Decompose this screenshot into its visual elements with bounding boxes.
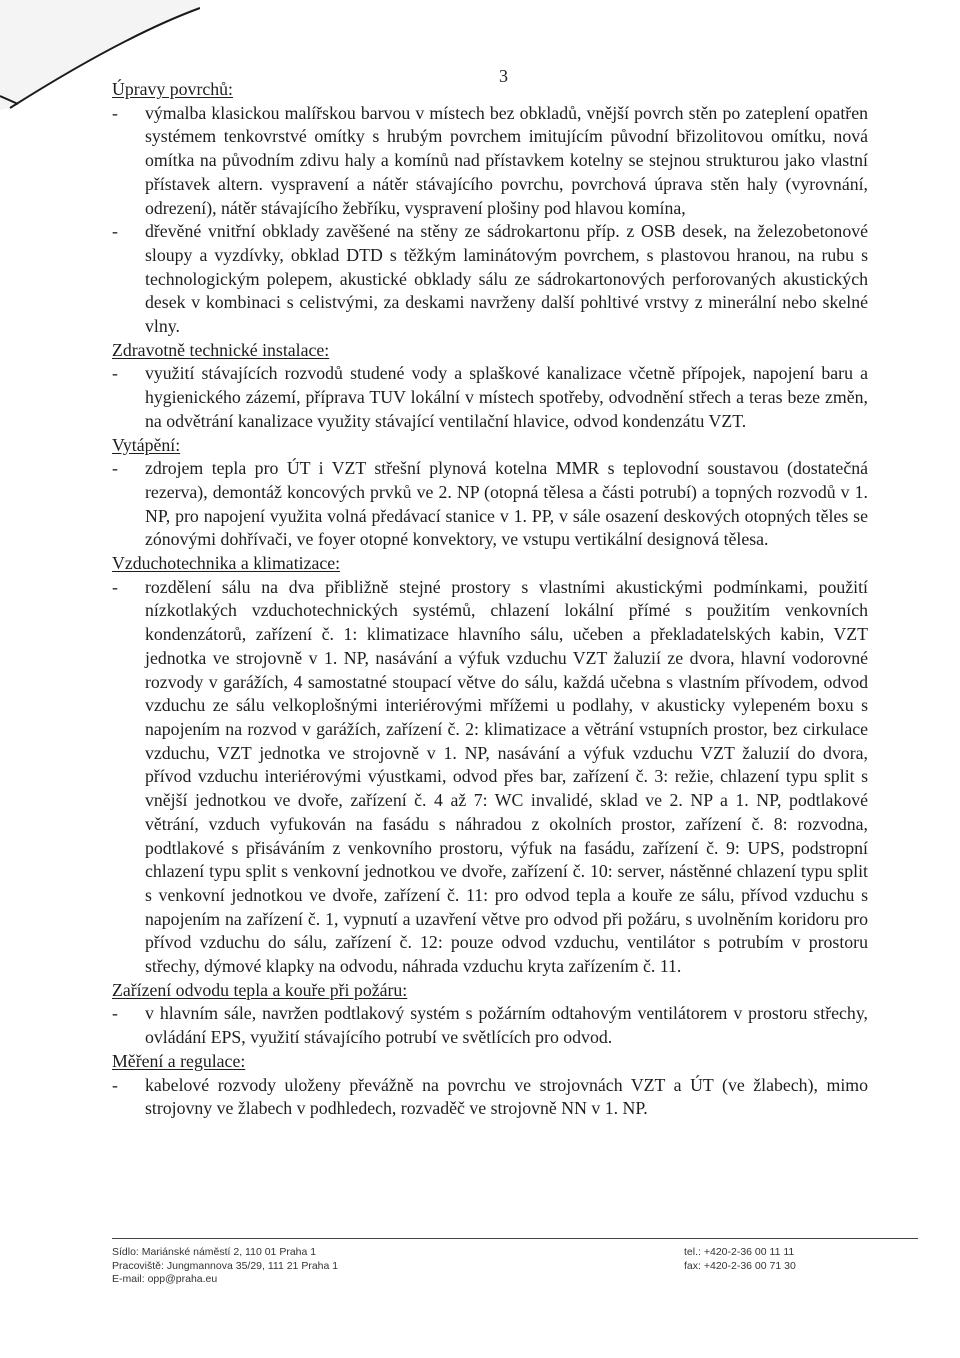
footer-contact <box>684 1246 796 1273</box>
dash-bullet: - <box>112 576 118 597</box>
section-heading: Zařízení odvodu tepla a kouře při požáru: <box>112 979 408 1000</box>
footer-seat: Sídlo: Mariánské náměstí 2, 110 01 Praha 1 <box>112 1246 317 1258</box>
dash-bullet: - <box>112 1003 118 1024</box>
list-item <box>112 457 868 552</box>
dash-bullet: - <box>112 102 118 123</box>
section-mereni-regulace <box>112 1050 868 1121</box>
list-item <box>112 1074 868 1121</box>
list-item-text: zdrojem tepla pro ÚT i VZT střešní plynová kotelna MMR s teplovodní soustavou (dostatečná rezerva), demontáž koncových prvků ve 2. NP (otopná tělesa a části potrubí) a topných rozvodů v 1. NP, pro napojení využita volná předávací stanice v 1. PP, v sále osazení deskových otopných těles se zónovými dohřívači, ve foyer otopné konvektory, ve vstupu vertikální designová tělesa. <box>145 458 868 550</box>
list-item-text: kabelové rozvody uloženy převážně na povrchu ve strojovnách VZT a ÚT (ve žlabech), mimo strojovny ve žlabech v podhledech, rozvaděč ve strojovně NN v 1. NP. <box>145 1074 868 1119</box>
footer-workplace: Pracoviště: Jungmannova 35/29, 111 21 Praha 1 <box>112 1259 339 1272</box>
section-heading: Zdravotně technické instalace: <box>112 339 330 360</box>
list-item-text: rozdělení sálu na dva přibližně stejné prostory s vlastními akustickými podmínkami, použití nízkotlakých vzduchotechnických systémů, chlazení lokální přímé s použitím venkovních kondenzátorů, zařízení č. 1: klimatizace hlavního sálu, učeben a překladatelských kabin, VZT jednotka ve strojovně v 1. NP, nasávání a výfuk vzduchu VZT žaluzií ze dvora, hlavní vodorovné rozvody v garážích, 4 samostatné stoupací větve do sálu, každá učebna s vlastním přívodem, odvod vzduchu ze sálu velkoplošnými interiérovými mřížemi u podlahy, v akusticky vylepeném boxu s napojením na rozvod v garážích, zařízení č. 2: klimatizace a větrání vstupních prostor, bez cirkulace vzduchu, VZT jednotka ve strojovně v 1. NP, nasávání a výfuk vzduchu VZT žaluzií do dvora, přívod vzduchu interiérovými výustkami, odvod přes bar, zařízení č. 3: režie, chlazení typu split s vnější jednotkou ve dvoře, zařízení č. 4 až 7: WC invalidé, sklad ve 2. NP a 1. NP, podtlakové větrání, vzduch vyfukován na fasádu s náhradou z okolních prostor, zařízení č. 8: rozvodna, podtlakové s přisáváním z venkovního prostoru, výfuk na fasádu, zařízení č. 9: UPS, podstropní chlazení typu split s venkovní jednotkou ve dvoře, zařízení č. 10: server, nástěnné chlazení typu split s venkovní jednotkou ve dvoře, zařízení č. 11: pro odvod tepla a kouře ze sálu, přívod vzduchu s napojením na zařízení č. 1, vypnutí a uzavření větve pro odvod při požáru, s uvolněním koridoru pro přívod vzduchu do sálu, zařízení č. 12: pouze odvod vzduchu, ventilátor s potrubím v prostoru střechy, dýmové klapky na odvodu, náhrada vzduchu kryta zařízením č. 11. <box>145 576 868 977</box>
section-vzduchotechnika <box>112 552 868 979</box>
footer-phone: tel.: +420-2-36 00 11 11 <box>684 1246 795 1258</box>
section-heading: Měření a regulace: <box>112 1050 246 1071</box>
section-heading: Vytápění: <box>112 434 181 455</box>
list-item <box>112 220 868 339</box>
dash-bullet: - <box>112 363 118 384</box>
footer-divider <box>112 1238 918 1239</box>
dash-bullet: - <box>112 458 118 479</box>
section-heading: Úpravy povrchů: <box>112 79 233 99</box>
list-item-text: dřevěné vnitřní obklady zavěšené na stěny ze sádrokartonu příp. z OSB desek, na železobetonové sloupy a vyzdívky, obklad DTD s těžkým laminátovým povrchem, s plastovou hranou, na rubu s technologickým polepem, akustické obklady sálu ze sádrokartonových perforovaných akustických desek v kombinaci s celistvými, za deskami navrženy další pohltivé vrstvy z minerální nebo skelné vlny. <box>145 221 868 337</box>
page-number: 3 <box>499 66 508 86</box>
dash-bullet: - <box>112 221 118 242</box>
list-item <box>112 102 868 221</box>
list-item-text: výmalba klasickou malířskou barvou v místech bez obkladů, vnější povrch stěn po zateplení opatřen systémem tenkovrstvé omítky s hrubým povrchem imitujícím původní břizolitovou omítku, nová omítka na původním zdivu haly a komínů nad přístavkem kotelny se stejnou strukturou jako vlastní přístavek altern. vyspravení a nátěr stávajícího povrchu, povrchová úprava stěn haly (vyrovnání, odrezení), nátěr stávajícího žebříku, vyspravení plošiny pod hlavou komína, <box>145 102 868 218</box>
section-heading: Vzduchotechnika a klimatizace: <box>112 553 341 574</box>
list-item <box>112 576 868 979</box>
footer-fax: fax: +420-2-36 00 71 30 <box>684 1259 796 1272</box>
section-odvod-tepla-koure <box>112 979 868 1050</box>
section-vytapeni <box>112 434 868 553</box>
list-item-text: využití stávajících rozvodů studené vody a splaškové kanalizace včetně přípojek, napojení baru a hygienického zázemí, příprava TUV lokální v místech spotřeby, odvodnění střech a teras beze změn, na odvětrání kanalizace využity stávající ventilační hlavice, odvod kondenzátu VZT. <box>145 363 868 431</box>
footer-email: E-mail: opp@praha.eu <box>112 1273 218 1286</box>
list-item-text: v hlavním sále, navržen podtlakový systém s požárním odtahovým ventilátorem v prostoru střechy, ovládání EPS, využití stávajícího potrubí ve světlících pro odvod. <box>145 1003 868 1048</box>
dash-bullet: - <box>112 1074 118 1095</box>
section-upravy-povrchu <box>112 78 868 339</box>
section-zdravotne-technicke-instalace <box>112 339 868 434</box>
document-body <box>112 78 868 1121</box>
list-item <box>112 1002 868 1049</box>
list-item <box>112 362 868 433</box>
footer-address <box>112 1246 338 1287</box>
